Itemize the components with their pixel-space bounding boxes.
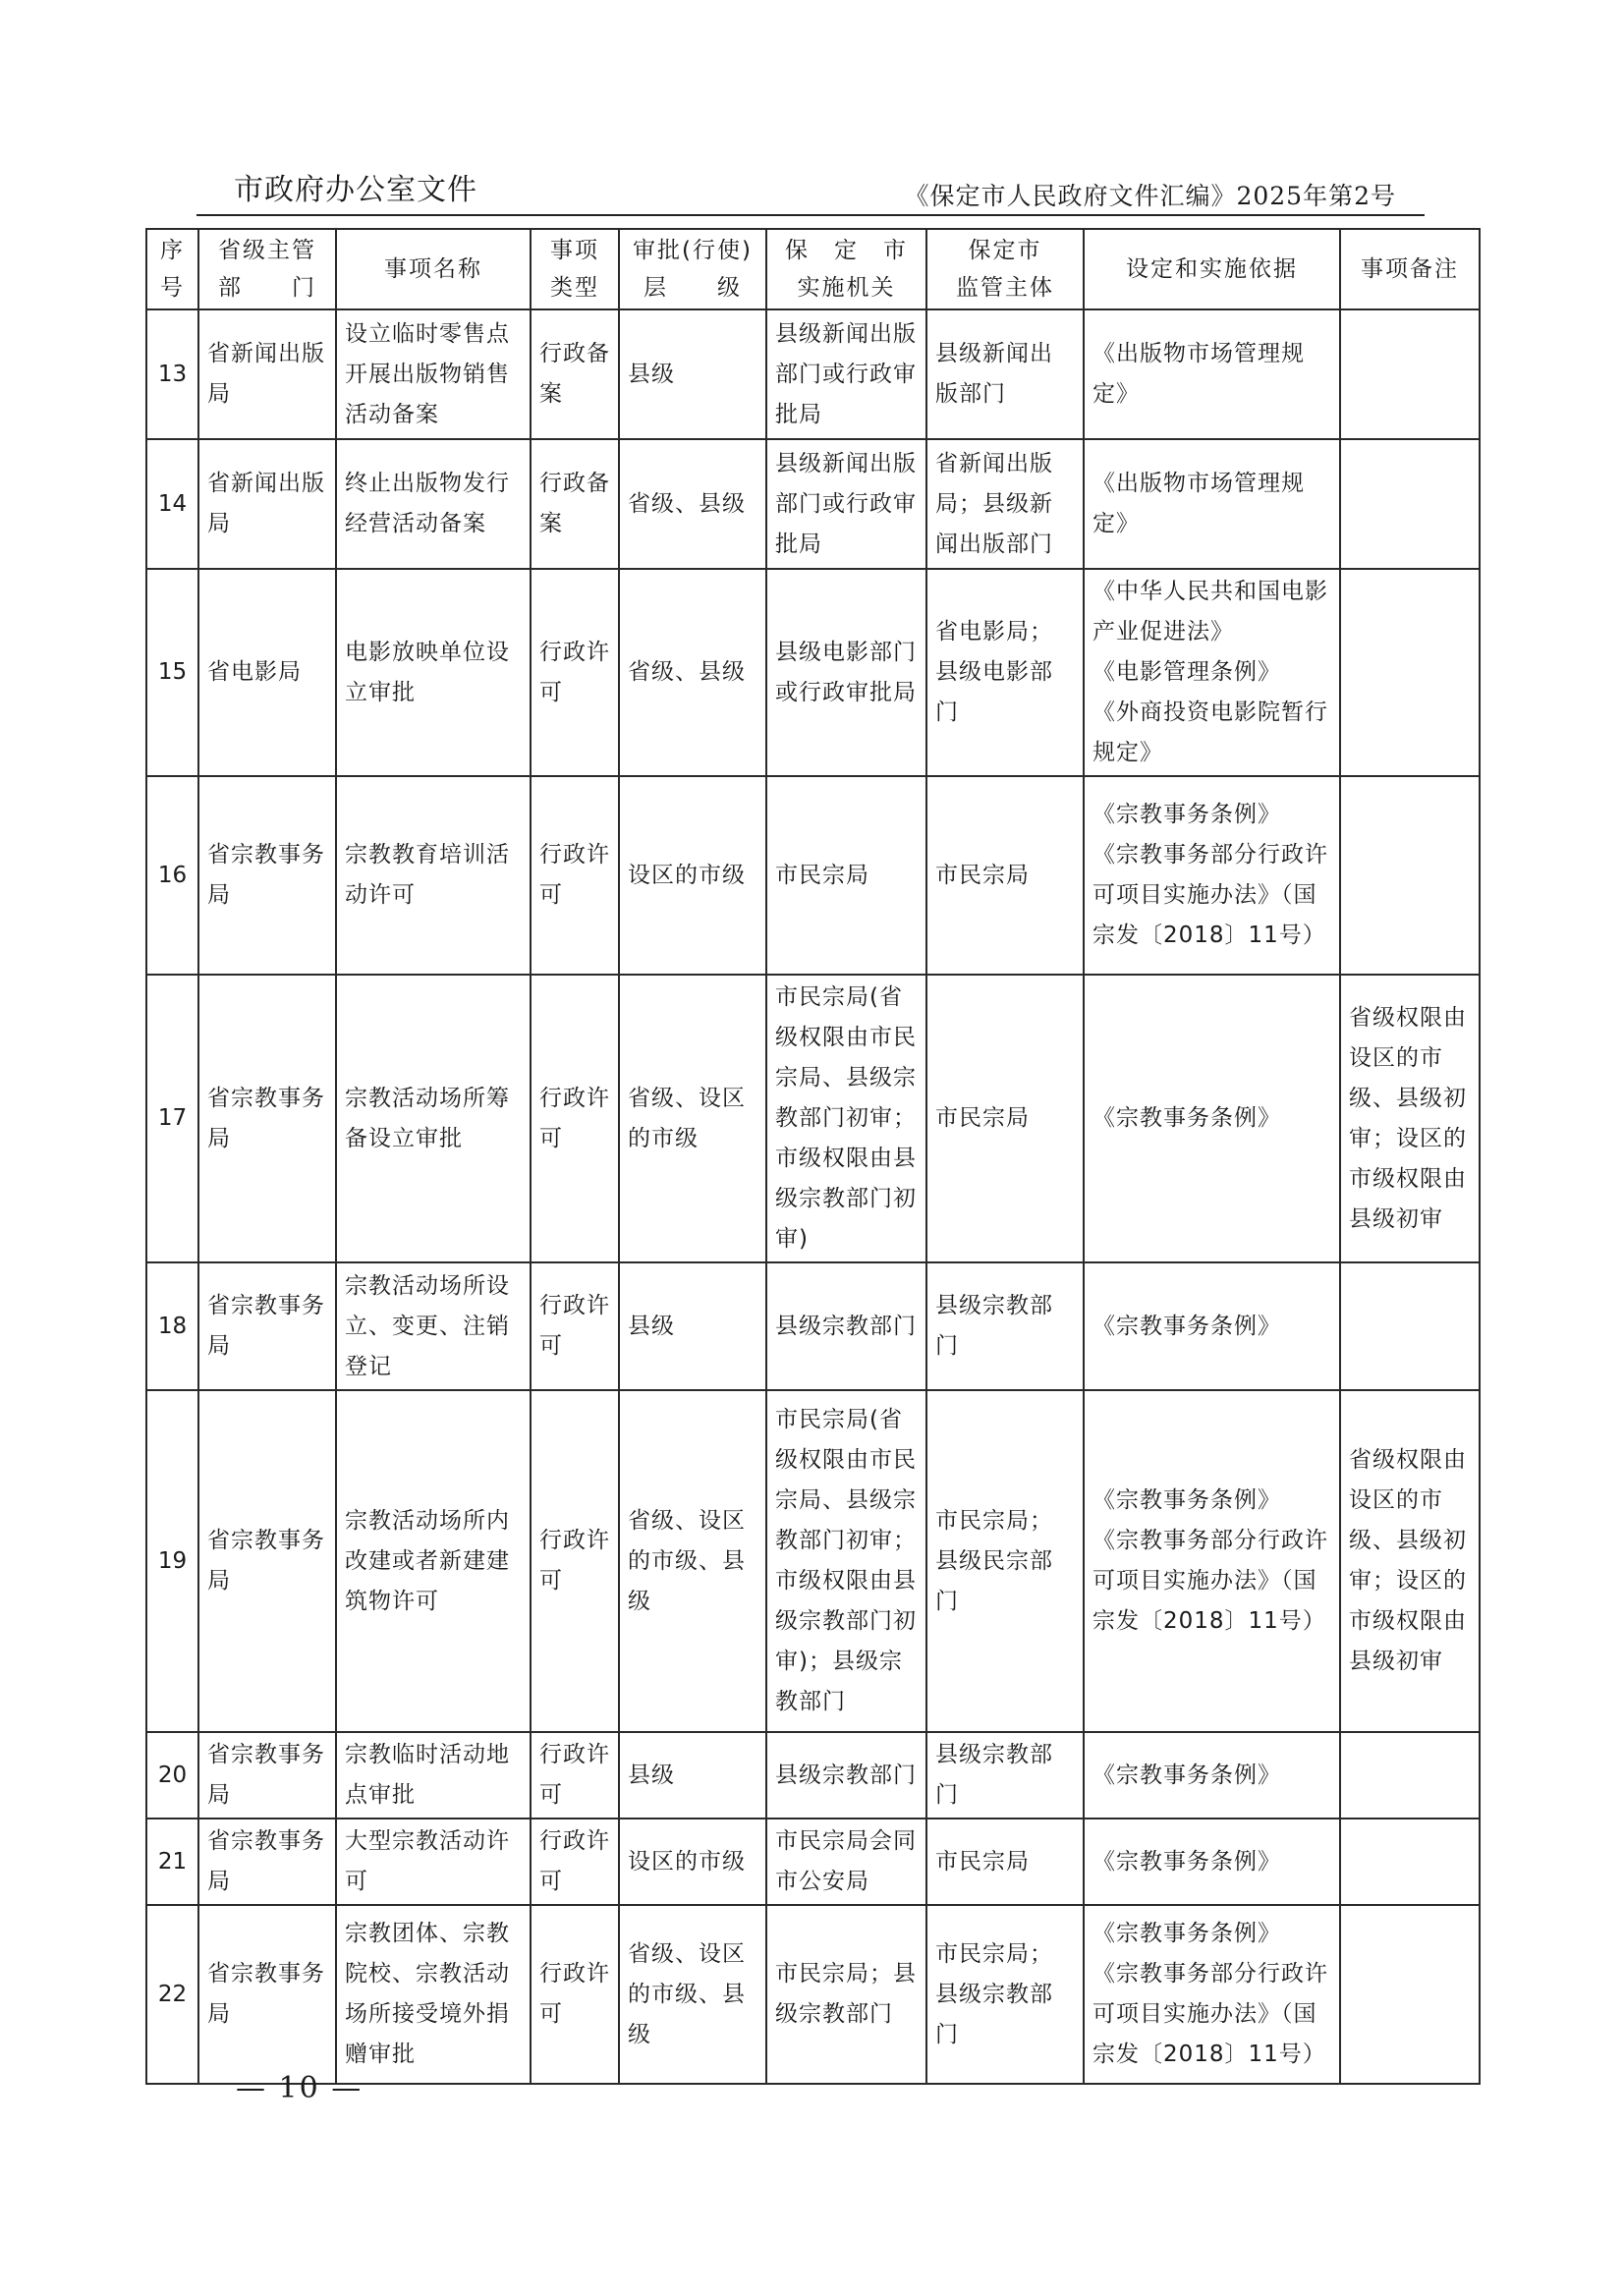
col-header-type: 事项 类型 xyxy=(531,229,619,309)
cell-supervisor: 县级新闻出版部门 xyxy=(926,309,1084,439)
cell-type: 行政许可 xyxy=(531,975,619,1262)
cell-agency: 县级宗教部门 xyxy=(766,1262,926,1390)
table-row xyxy=(146,309,1480,439)
col-header-seq: 序号 xyxy=(146,229,198,309)
cell-name: 宗教活动场所设立、变更、注销登记 xyxy=(336,1262,531,1390)
cell-level: 省级、县级 xyxy=(619,569,766,776)
cell-supervisor: 省新闻出版局；县级新闻出版部门 xyxy=(926,439,1084,569)
cell-name: 设立临时零售点开展出版物销售活动备案 xyxy=(336,309,531,439)
cell-basis: 《出版物市场管理规定》 xyxy=(1084,309,1340,439)
cell-supervisor: 市民宗局 xyxy=(926,975,1084,1262)
table-row xyxy=(146,569,1480,776)
approval-items-table xyxy=(145,228,1481,2085)
cell-note xyxy=(1340,1905,1480,2084)
cell-type: 行政许可 xyxy=(531,1262,619,1390)
cell-agency: 县级新闻出版部门或行政审批局 xyxy=(766,309,926,439)
table-row xyxy=(146,439,1480,569)
cell-type: 行政许可 xyxy=(531,1819,619,1905)
cell-level: 设区的市级 xyxy=(619,1819,766,1905)
cell-note xyxy=(1340,569,1480,776)
col-header-name: 事项名称 xyxy=(336,229,531,309)
cell-level: 县级 xyxy=(619,309,766,439)
cell-note xyxy=(1340,1732,1480,1819)
cell-level: 县级 xyxy=(619,1262,766,1390)
cell-agency: 市民宗局(省级权限由市民宗局、县级宗教部门初审；市级权限由县级宗教部门初审)；县级宗教部门 xyxy=(766,1390,926,1732)
cell-level: 县级 xyxy=(619,1732,766,1819)
cell-basis: 《宗教事务条例》 《宗教事务部分行政许可项目实施办法》（国宗发〔2018〕11号） xyxy=(1084,1905,1340,2084)
table-row xyxy=(146,1905,1480,2084)
cell-dept: 省宗教事务局 xyxy=(198,1819,336,1905)
cell-seq: 16 xyxy=(146,776,198,975)
col-header-supervisor: 保定市 监管主体 xyxy=(926,229,1084,309)
cell-supervisor: 县级宗教部门 xyxy=(926,1262,1084,1390)
cell-note xyxy=(1340,309,1480,439)
cell-note: 省级权限由设区的市级、县级初审；设区的市级权限由县级初审 xyxy=(1340,1390,1480,1732)
cell-dept: 省宗教事务局 xyxy=(198,1262,336,1390)
cell-basis: 《宗教事务条例》 《宗教事务部分行政许可项目实施办法》（国宗发〔2018〕11号） xyxy=(1084,1390,1340,1732)
cell-type: 行政许可 xyxy=(531,569,619,776)
cell-supervisor: 市民宗局；县级民宗部门 xyxy=(926,1390,1084,1732)
cell-name: 宗教活动场所筹备设立审批 xyxy=(336,975,531,1262)
cell-basis: 《宗教事务条例》 xyxy=(1084,975,1340,1262)
table-row xyxy=(146,1262,1480,1390)
cell-seq: 14 xyxy=(146,439,198,569)
cell-supervisor: 市民宗局；县级宗教部门 xyxy=(926,1905,1084,2084)
cell-level: 省级、县级 xyxy=(619,439,766,569)
cell-agency: 县级宗教部门 xyxy=(766,1732,926,1819)
cell-supervisor: 县级宗教部门 xyxy=(926,1732,1084,1819)
cell-basis: 《出版物市场管理规定》 xyxy=(1084,439,1340,569)
cell-basis: 《中华人民共和国电影产业促进法》 《电影管理条例》 《外商投资电影院暂行规定》 xyxy=(1084,569,1340,776)
cell-supervisor: 省电影局；县级电影部门 xyxy=(926,569,1084,776)
cell-seq: 19 xyxy=(146,1390,198,1732)
cell-name: 宗教团体、宗教院校、宗教活动场所接受境外捐赠审批 xyxy=(336,1905,531,2084)
cell-dept: 省电影局 xyxy=(198,569,336,776)
col-header-agency: 保 定 市 实施机关 xyxy=(766,229,926,309)
cell-seq: 13 xyxy=(146,309,198,439)
cell-type: 行政许可 xyxy=(531,776,619,975)
cell-level: 省级、设区的市级、县级 xyxy=(619,1905,766,2084)
table-row xyxy=(146,1732,1480,1819)
collection-title: 《保定市人民政府文件汇编》2025年第2号 xyxy=(904,182,1396,210)
cell-seq: 20 xyxy=(146,1732,198,1819)
cell-name: 宗教临时活动地点审批 xyxy=(336,1732,531,1819)
cell-note xyxy=(1340,1819,1480,1905)
cell-note xyxy=(1340,776,1480,975)
cell-dept: 省宗教事务局 xyxy=(198,1905,336,2084)
col-header-basis: 设定和实施依据 xyxy=(1084,229,1340,309)
cell-basis: 《宗教事务条例》 xyxy=(1084,1732,1340,1819)
table-row xyxy=(146,1819,1480,1905)
cell-agency: 市民宗局 xyxy=(766,776,926,975)
table-row xyxy=(146,1390,1480,1732)
cell-level: 省级、设区的市级、县级 xyxy=(619,1390,766,1732)
page-number: — 10 — xyxy=(236,2071,364,2105)
cell-type: 行政备案 xyxy=(531,439,619,569)
cell-type: 行政许可 xyxy=(531,1390,619,1732)
cell-agency: 市民宗局(省级权限由市民宗局、县级宗教部门初审；市级权限由县级宗教部门初审) xyxy=(766,975,926,1262)
header-rule xyxy=(196,214,1425,216)
cell-dept: 省新闻出版局 xyxy=(198,439,336,569)
cell-dept: 省新闻出版局 xyxy=(198,309,336,439)
col-header-note: 事项备注 xyxy=(1340,229,1480,309)
col-header-dept: 省级主管 部 门 xyxy=(198,229,336,309)
table-row xyxy=(146,776,1480,975)
cell-note: 省级权限由设区的市级、县级初审；设区的市级权限由县级初审 xyxy=(1340,975,1480,1262)
cell-name: 终止出版物发行经营活动备案 xyxy=(336,439,531,569)
cell-dept: 省宗教事务局 xyxy=(198,776,336,975)
col-header-level: 审批(行使) 层 级 xyxy=(619,229,766,309)
cell-agency: 县级电影部门或行政审批局 xyxy=(766,569,926,776)
cell-seq: 17 xyxy=(146,975,198,1262)
cell-basis: 《宗教事务条例》 《宗教事务部分行政许可项目实施办法》（国宗发〔2018〕11号） xyxy=(1084,776,1340,975)
cell-supervisor: 市民宗局 xyxy=(926,1819,1084,1905)
cell-dept: 省宗教事务局 xyxy=(198,975,336,1262)
cell-seq: 21 xyxy=(146,1819,198,1905)
cell-level: 省级、设区的市级 xyxy=(619,975,766,1262)
cell-basis: 《宗教事务条例》 xyxy=(1084,1262,1340,1390)
cell-name: 宗教教育培训活动许可 xyxy=(336,776,531,975)
cell-agency: 市民宗局会同市公安局 xyxy=(766,1819,926,1905)
cell-name: 大型宗教活动许可 xyxy=(336,1819,531,1905)
document-source-title: 市政府办公室文件 xyxy=(234,173,477,207)
table-row xyxy=(146,975,1480,1262)
cell-dept: 省宗教事务局 xyxy=(198,1732,336,1819)
table-header-row xyxy=(146,229,1480,309)
cell-type: 行政许可 xyxy=(531,1732,619,1819)
cell-type: 行政备案 xyxy=(531,309,619,439)
cell-agency: 县级新闻出版部门或行政审批局 xyxy=(766,439,926,569)
cell-basis: 《宗教事务条例》 xyxy=(1084,1819,1340,1905)
cell-agency: 市民宗局；县级宗教部门 xyxy=(766,1905,926,2084)
cell-note xyxy=(1340,1262,1480,1390)
cell-supervisor: 市民宗局 xyxy=(926,776,1084,975)
cell-level: 设区的市级 xyxy=(619,776,766,975)
cell-seq: 18 xyxy=(146,1262,198,1390)
cell-seq: 15 xyxy=(146,569,198,776)
cell-note xyxy=(1340,439,1480,569)
cell-name: 宗教活动场所内改建或者新建建筑物许可 xyxy=(336,1390,531,1732)
cell-seq: 22 xyxy=(146,1905,198,2084)
cell-dept: 省宗教事务局 xyxy=(198,1390,336,1732)
cell-name: 电影放映单位设立审批 xyxy=(336,569,531,776)
cell-type: 行政许可 xyxy=(531,1905,619,2084)
